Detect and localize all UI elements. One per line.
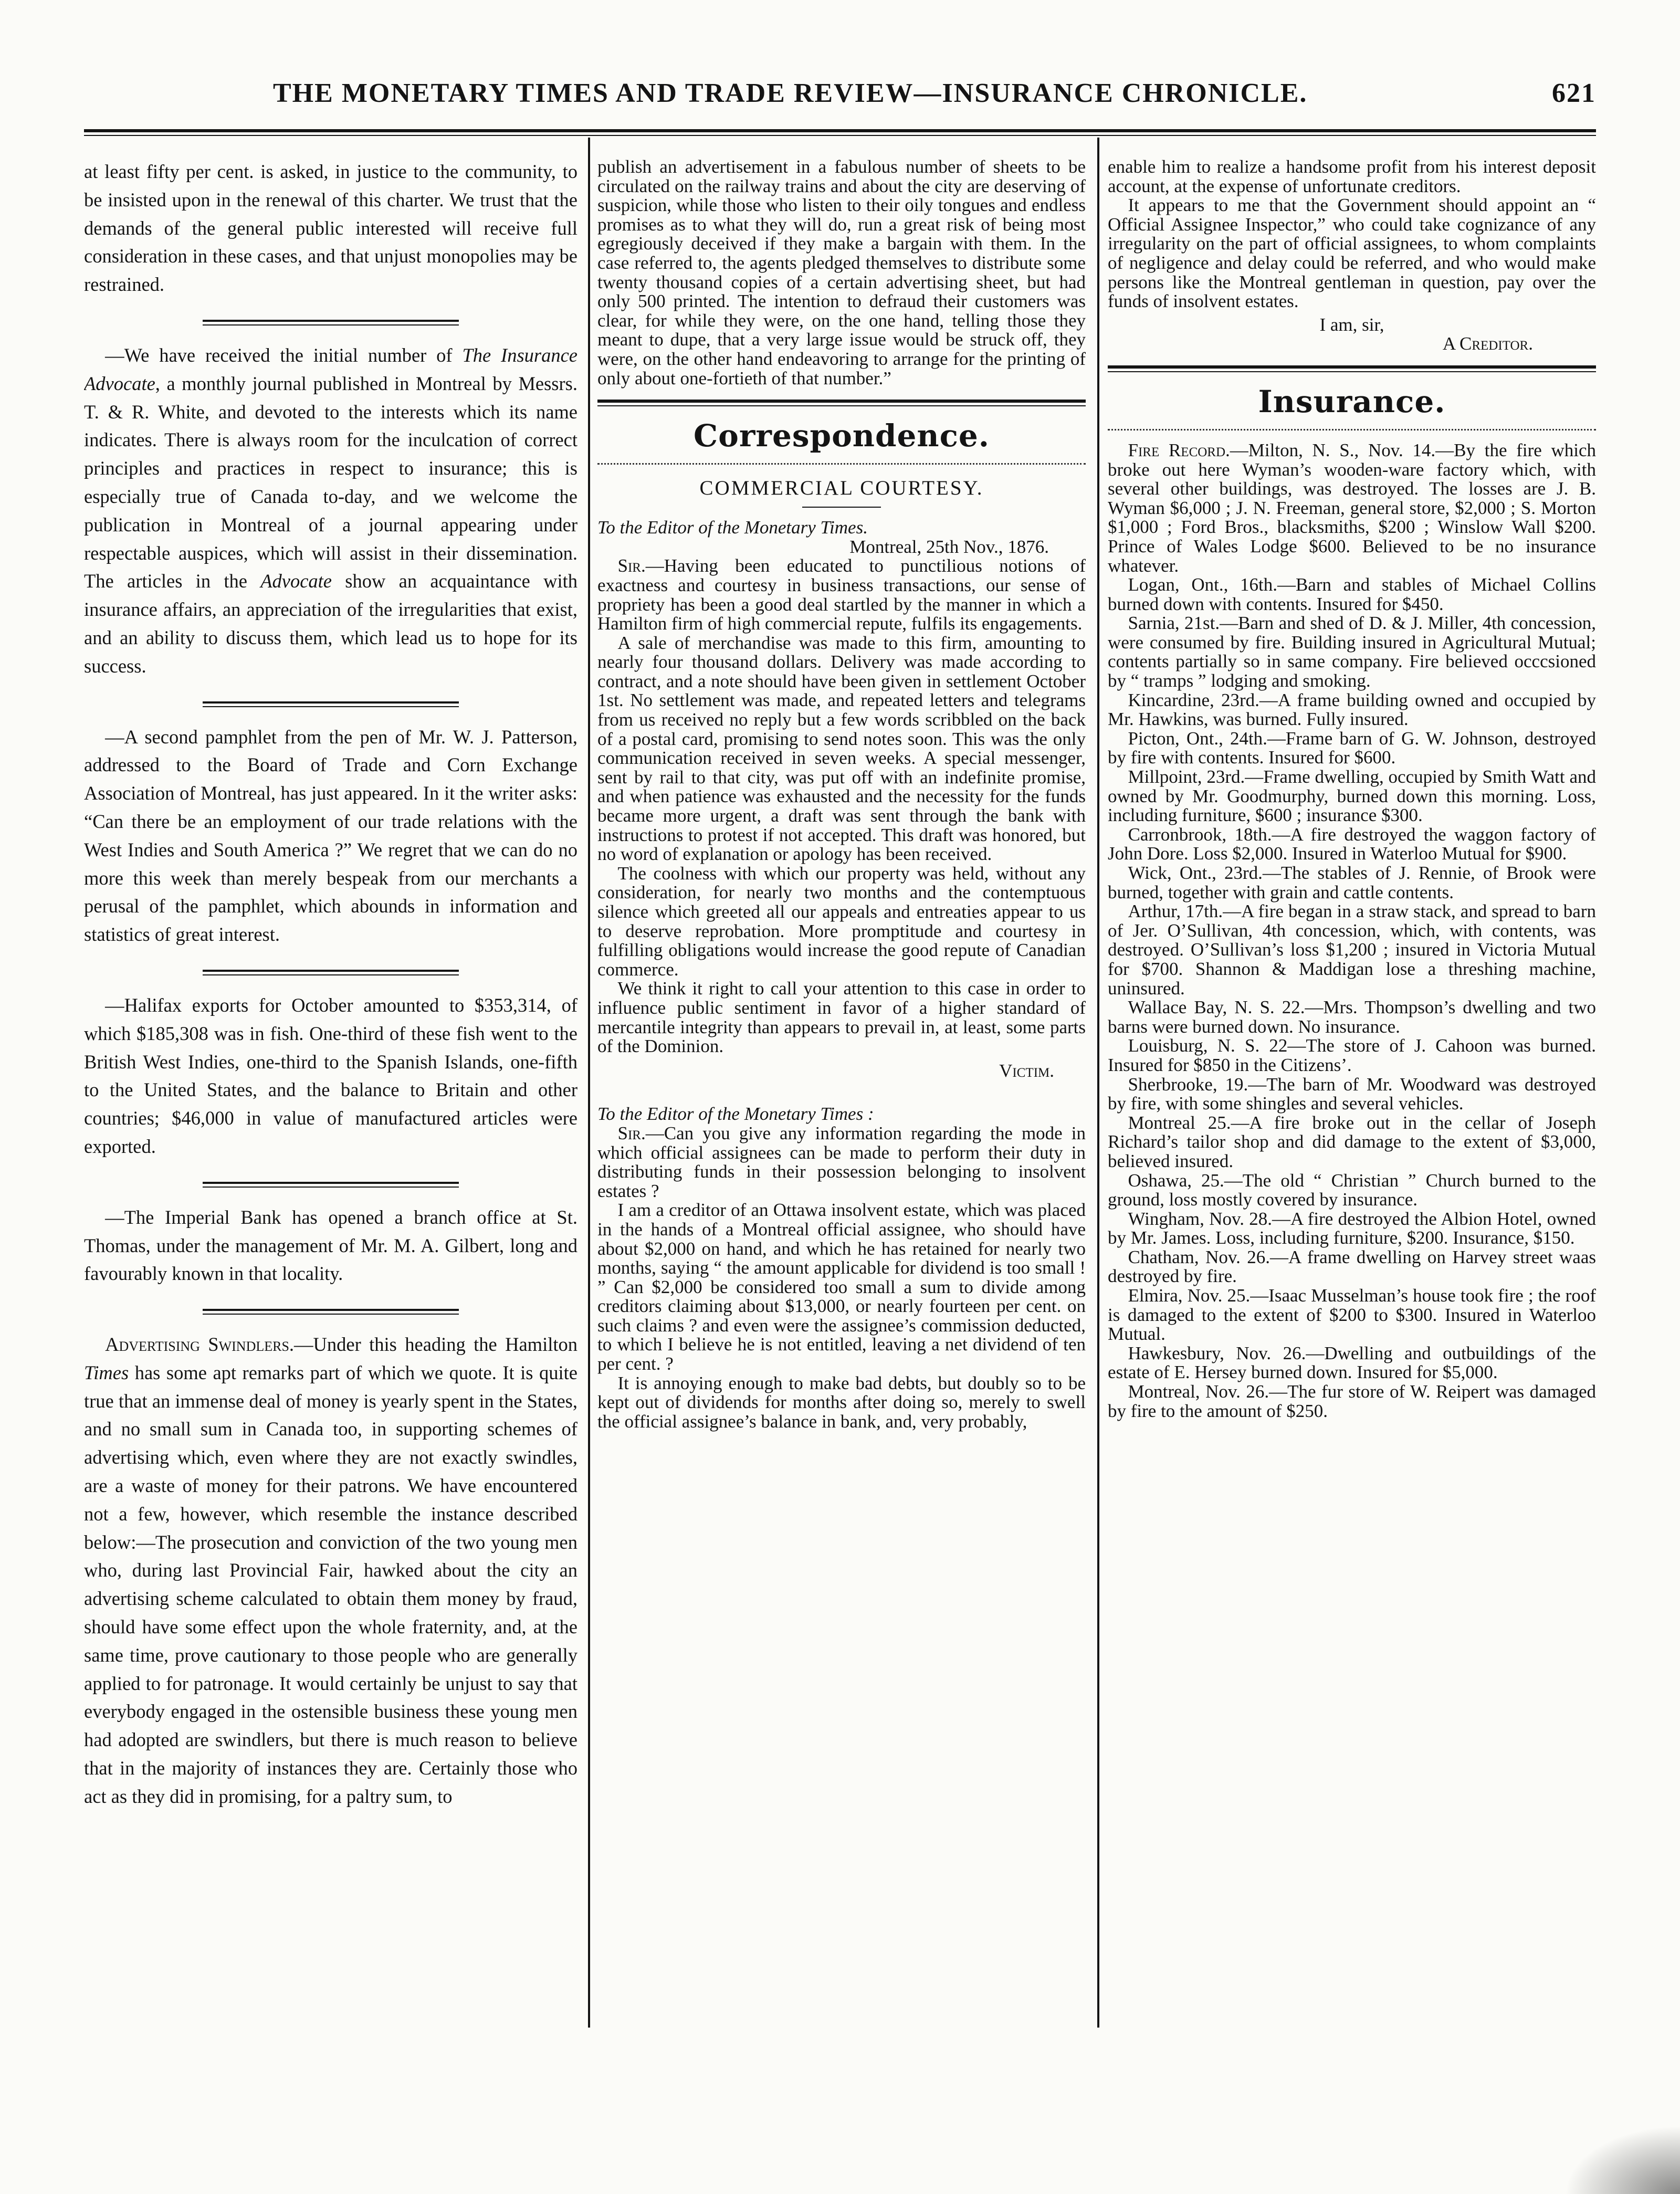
section-rule <box>597 400 1086 406</box>
letter-paragraph: Sir.—Can you give any information regarding the mode in which official assignees can be made to perform their duty in distributing funds in their possession belonging to insolvent estates ? <box>597 1122 1086 1201</box>
publication-title: THE MONETARY TIMES AND TRADE REVIEW—INSURANCE CHRONICLE. <box>273 78 1308 108</box>
section-divider <box>203 701 459 707</box>
letter-paragraph: Sir.—Having been educated to punctilious notions of exactness and courtesy in business transactions, our sense of propriety has been a good deal startled by the manner in which a Hamilton firm of high commercial repute, fulfils its engagements. <box>597 555 1086 634</box>
fire-record-item: Chatham, Nov. 26.—A frame dwelling on Harvey street waas destroyed by fire. <box>1108 1246 1596 1287</box>
fire-record-item: Louisburg, N. S. 22—The store of J. Cahoon was burned. Insured for $850 in the Citizens’. <box>1108 1035 1596 1075</box>
fire-record-item: Oshawa, 25.—The old “ Christian ” Church burned to the ground, loss mostly covered by insurance. <box>1108 1170 1596 1210</box>
column-left <box>84 158 578 2037</box>
short-rule <box>802 507 881 508</box>
section-divider <box>203 970 459 975</box>
fire-record-item: Fire Record.—Milton, N. S., Nov. 14.—By the fire which broke out here Wyman’s wooden-ware factory which, with several other buildings, was destroyed. The losses are J. B. Wyman $6,000 ; J. N. Freeman, general store, $2,000 ; S. Morton $1,000 ; Ford Bros., blacksmiths, $200 ; Winslow Wall $200. Prince of Wales Lodge $600. Believed to be no insurance whatever. <box>1108 439 1596 576</box>
fire-record-item: Wallace Bay, N. S. 22.—Mrs. Thompson’s dwelling and two barns were burned down. No insurance. <box>1108 997 1596 1037</box>
column-middle <box>597 158 1086 2037</box>
editorial-paragraph-insurance-advocate: —We have received the initial number of The Insurance Advocate, a monthly journal published in Montreal by Messrs. T. & R. White, and devoted to the interests which its name indicates. There is always room for the inculcation of correct principles and practices in respect to insurance; this is especially true of Canada to-day, and we welcome the publication in Montreal of a journal appearing under respectable auspices, which will assist in their dissemination. The articles in the Advocate show an acquaintance with insurance affairs, an appreciation of the irregularities that exist, and an ability to discuss them, which lead us to hope for its success. <box>84 344 578 677</box>
letter-closing: I am, sir, <box>1319 314 1384 335</box>
fire-record-item: Montreal 25.—A fire broke out in the cellar of Joseph Richard’s tailor shop and did damage to the extent of $3,000, believed insured. <box>1108 1112 1596 1171</box>
letter-signature: Victim. <box>999 1060 1054 1081</box>
fire-record-item: Wingham, Nov. 28.—A fire destroyed the Albion Hotel, owned by Mr. James. Loss, including furniture, $200. Insurance, $150. <box>1108 1208 1596 1248</box>
fire-record-item: Logan, Ont., 16th.—Barn and stables of Michael Collins burned down with contents. Insured for $450. <box>1108 574 1596 614</box>
ornamental-rule <box>1108 429 1596 431</box>
section-divider <box>203 1309 459 1315</box>
editorial-paragraph-advertising-swindlers: Advertising Swindlers.—Under this heading the Hamilton Times has some apt remarks part of which we quote. It is quite true that an immense deal of money is yearly spent in the States, and no small sum in Canada too, in supporting schemes of advertising which, even where they are not exactly swindles, are a waste of money for their patrons. We have encountered not a few, however, which resemble the instance described below:—The prosecution and conviction of the two young men who, during last Provincial Fair, hawked about the city an advertising scheme calculated to obtain them money by fraud, should have some effect upon the whole fraternity, and, at the same time, prove cautionary to those people who are generally applied to for patronage. It would certainly be unjust to say that everybody engaged in the ostensible business these young men had adopted are swindlers, but there is much reason to believe that in the majority of instances they are. Certainly those who act as they did in promising, for a paltry sum, to <box>84 1334 578 1807</box>
letter-addressee: To the Editor of the Monetary Times. <box>597 517 868 538</box>
scan-edge-shadow <box>1564 2126 1680 2194</box>
section-rule <box>1108 365 1596 372</box>
letter-paragraph: We think it right to call your attention to this case in order to influence public sentiment in favor of a higher standard of mercantile integrity than appears to prevail in, at least, some parts of the Dominion. <box>597 978 1086 1057</box>
editorial-paragraph-charter: at least fifty per cent. is asked, in justice to the community, to be insisted upon in the renewal of this charter. We trust that the demands of the general public interested will receive full consideration in these cases, and that unjust monopolies may be restrained. <box>84 161 578 296</box>
section-divider <box>203 1182 459 1188</box>
advertising-continuation: publish an advertisement in a fabulous number of sheets to be circulated on the railway trains and about the city are deserving of suspicion, while those who listen to their oily tongues and endless promises as to what they will do, run a great risk of being most egregiously deceived if they make a bargain with them. In the case referred to, the agents pledged themselves to distribute some twenty thousand copies of a certain advertising sheet, but had only 500 printed. The intention to defraud their customers was clear, for while they were, on the one hand, telling those they meant to dupe, that a very large issue would be struck off, they were, on the other hand endeavoring to arrange for the printing of only about one-fortieth of that number.” <box>597 158 1086 389</box>
fire-record-item: Wick, Ont., 23rd.—The stables of J. Rennie, of Brook were burned, together with grain and cattle contents. <box>1108 863 1596 902</box>
letter-paragraph: It is annoying enough to make bad debts, but doubly so to be kept out of dividends for months after doing so, merely to swell the official assignee’s balance in bank, and, very probably, <box>597 1372 1086 1432</box>
column-right <box>1108 158 1596 2037</box>
ornamental-rule <box>597 463 1086 465</box>
fire-record-item: Picton, Ont., 24th.—Frame barn of G. W. Johnson, destroyed by fire with contents. Insured for $600. <box>1108 728 1596 768</box>
letter-paragraph: I am a creditor of an Ottawa insolvent estate, which was placed in the hands of a Montreal official assignee, who should have about $2,000 on hand, and which he has retained for nearly two months, saying “ the amount applicable for dividend is too small ! ” Can $2,000 be considered too small a sum to divide among creditors claiming about $13,000, or nearly fourteen per cent. on such claims ? and even were the assignee’s commission deducted, to which I believe he is not entitled, leaving a net dividend of ten per cent. ? <box>597 1200 1086 1374</box>
page-number: 621 <box>1552 78 1596 108</box>
fire-record-item: Montreal, Nov. 26.—The fur store of W. Reipert was damaged by fire to the amount of $250. <box>1108 1381 1596 1421</box>
fire-record-item: Sherbrooke, 19.—The barn of Mr. Woodward was destroyed by fire, with some shingles and several vehicles. <box>1108 1074 1596 1114</box>
fire-record-item: Hawkesbury, Nov. 26.—Dwelling and outbuildings of the estate of E. Hersey burned down. Insured for $5,000. <box>1108 1342 1596 1383</box>
letter-heading: COMMERCIAL COURTESY. <box>699 477 984 500</box>
letter-addressee: To the Editor of the Monetary Times : <box>597 1104 874 1125</box>
fire-record-item: Carronbrook, 18th.—A fire destroyed the waggon factory of John Dore. Loss $2,000. Insured in Waterloo Mutual for $900. <box>1108 824 1596 864</box>
editorial-paragraph-pamphlet: —A second pamphlet from the pen of Mr. W. J. Patterson, addressed to the Board of Trade and Corn Exchange Association of Montreal, has just appeared. In it the writer asks: “Can there be an employment of our trade relations with the West Indies and South America ?” We regret that we can do no more this week than merely bespeak from our merchants a perusal of the pamphlet, which abounds in information and statistics of great interest. <box>84 726 578 946</box>
section-divider <box>203 320 459 326</box>
letter-dateline: Montreal, 25th Nov., 1876. <box>849 536 1049 557</box>
letter-continuation: enable him to realize a handsome profit from his interest deposit account, at the expense of unfortunate creditors. <box>1108 158 1596 196</box>
fire-record-item: Elmira, Nov. 25.—Isaac Musselman’s house took fire ; the roof is damaged to the extent of $200 to $300. Insured in Waterloo Mutual. <box>1108 1285 1596 1345</box>
insurance-heading: Insurance. <box>1258 383 1446 419</box>
fire-record-item: Sarnia, 21st.—Barn and shed of D. & J. Miller, 4th concession, were consumed by fire. Building insured in Agricultural Mutual; contents partially so in same company. Fire believed occcsioned by “ tramps ” lodging and smoking. <box>1108 613 1596 691</box>
correspondence-heading: Correspondence. <box>694 418 990 454</box>
editorial-paragraph-imperial-bank: —The Imperial Bank has opened a branch office at St. Thomas, under the management of Mr. M. A. Gilbert, long and favourably known in that locality. <box>84 1206 578 1285</box>
editorial-paragraph-halifax-exports: —Halifax exports for October amounted to $353,314, of which $185,308 was in fish. One-third of these fish went to the British West Indies, one-third to the Spanish Islands, one-fifth to the United States, and the balance to Britain and other countries; $46,000 in value of manufactured articles were exported. <box>84 994 578 1157</box>
fire-record-item: Kincardine, 23rd.—A frame building owned and occupied by Mr. Hawkins, was burned. Fully insured. <box>1108 689 1596 730</box>
header-rule-thin <box>84 135 1596 136</box>
letter-paragraph: The coolness with which our property was held, without any consideration, for nearly two months and the contemptuous silence which greeted all our appeals and entreaties appear to us to deserve reprobation. More promptitude and courtesy in fulfilling obligations would increase the good repute of Canadian commerce. <box>597 863 1086 980</box>
letter-paragraph: It appears to me that the Government should appoint an “ Official Assignee Inspector,” who could take cognizance of any irregularity on the part of official assignees, to whom complaints of negligence and delay could be referred, and who would make persons like the Montreal gentleman in question, pay over the funds of insolvent estates. <box>1108 195 1596 312</box>
column-separator-2 <box>1097 138 1099 2028</box>
running-head <box>84 74 1596 116</box>
letter-paragraph: A sale of merchandise was made to this firm, amounting to nearly four thousand dollars. Delivery was made according to contract, and a note should have been given in settlement October 1st. No settlement was made, and repeated letters and telegrams from us received no reply but a few words scribbled on the back of a postal card, promising to send notes soon. This was the only communication received in seven weeks. A special messenger, sent by rail to that city, was put off with an indefinite promise, and when patience was exhausted and the necessity for the funds became more urgent, a draft was sent through the bank with instructions to protest if not accepted. This draft was honored, but no word of explanation or apology has been received. <box>597 632 1086 865</box>
letter-signature: A Creditor. <box>1442 333 1533 354</box>
fire-record-item: Millpoint, 23rd.—Frame dwelling, occupied by Smith Watt and owned by Mr. Goodmurphy, burned down this morning. Loss, including furniture, $600 ; insurance $300. <box>1108 767 1596 826</box>
column-separator-1 <box>588 138 590 2028</box>
fire-record-item: Arthur, 17th.—A fire began in a straw stack, and spread to barn of Jer. O’Sullivan, 4th concession, which, with contents, was destroyed. O’Sullivan’s loss $1,200 ; insured in Victoria Mutual for $700. Shannon & Maddigan lose a threshing machine, uninsured. <box>1108 901 1596 999</box>
header-rule-thick <box>84 129 1596 132</box>
